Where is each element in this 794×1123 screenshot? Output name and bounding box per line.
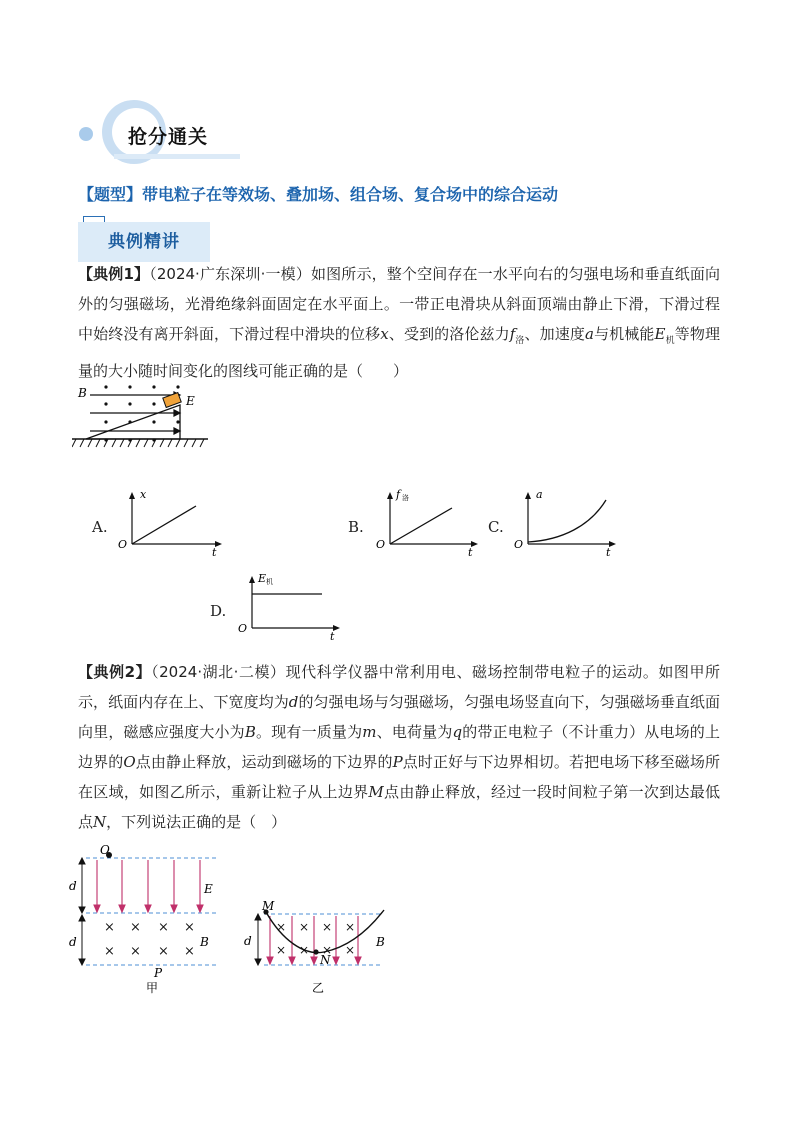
jia-label-B: B bbox=[200, 935, 209, 949]
option-d-graph[interactable] bbox=[236, 570, 346, 642]
option-b-ylabel: f bbox=[396, 488, 401, 501]
figure-jia bbox=[66, 842, 236, 1002]
cross-mark: × bbox=[276, 943, 287, 957]
option-b-ylabel-sub: 洛 bbox=[402, 494, 409, 502]
q1-text: 与机械能 bbox=[593, 325, 655, 343]
figure-yi bbox=[236, 896, 396, 1002]
q2-text: 的匀强电场与匀强磁场，匀强电场竖直向下，匀强磁场垂直纸面向里，磁感应强度大小为 bbox=[78, 693, 720, 741]
q2-text: 、电荷量为 bbox=[376, 723, 453, 741]
q1-var-f-sub: 洛 bbox=[515, 336, 525, 346]
cross-mark: × bbox=[130, 944, 141, 959]
option-b-letter[interactable]: B. bbox=[348, 518, 364, 536]
option-c-graph[interactable] bbox=[512, 486, 622, 558]
option-d-origin: O bbox=[238, 622, 248, 635]
option-d-ylabel: E bbox=[258, 572, 267, 585]
cross-mark: × bbox=[158, 920, 169, 935]
q2-text: 点由静止释放，运动到磁场的下边界的 bbox=[135, 753, 393, 771]
jia-label-P: P bbox=[154, 966, 163, 980]
option-a-curve bbox=[132, 506, 196, 544]
question-2-text bbox=[78, 657, 720, 837]
option-a-origin: O bbox=[118, 538, 128, 551]
q2-text: 。现有一质量为 bbox=[255, 723, 363, 741]
jia-label-d-top: d bbox=[69, 879, 77, 893]
incline-figure bbox=[72, 385, 212, 455]
q1-source: （2024·广东深圳·一模） bbox=[149, 265, 311, 283]
jia-label-O: O bbox=[100, 843, 110, 857]
option-d-letter[interactable]: D. bbox=[210, 602, 227, 620]
topic-heading bbox=[78, 182, 558, 205]
q2-var-q: q bbox=[452, 723, 463, 741]
q1-tag: 【典例1】 bbox=[78, 265, 150, 283]
cross-mark: × bbox=[184, 920, 195, 935]
cross-mark: × bbox=[322, 943, 333, 957]
q2-var-M: M bbox=[368, 783, 384, 801]
yi-label-M: M bbox=[262, 899, 275, 913]
q2-text: 现代科学仪器中常利用电、磁场控制带电粒子的运动。如图甲所示，纸面内存在上、下宽度均为 bbox=[78, 663, 720, 711]
topic-title: 带电粒子在等效场、叠加场、组合场、复合场中的综合运动 bbox=[142, 185, 559, 204]
yi-label-B: B bbox=[376, 935, 385, 949]
topic-tag: 【题型】 bbox=[78, 185, 143, 204]
q2-source: （2024·湖北·二模） bbox=[151, 663, 286, 681]
q1-text: 等物理量的大小随时间变化的图线可能正确的是（ ） bbox=[78, 325, 720, 380]
q2-var-P: P bbox=[392, 753, 403, 771]
cross-mark: × bbox=[299, 920, 310, 934]
cross-mark: × bbox=[184, 944, 195, 959]
option-b-origin: O bbox=[376, 538, 386, 551]
yi-caption: 乙 bbox=[312, 981, 325, 995]
option-a-letter[interactable]: A. bbox=[92, 518, 108, 536]
jia-label-d-bottom: d bbox=[69, 935, 77, 949]
q2-var-d: d bbox=[288, 693, 299, 711]
label-E: E bbox=[186, 394, 195, 408]
yi-label-N: N bbox=[320, 953, 331, 967]
cross-mark: × bbox=[345, 920, 356, 934]
option-c-origin: O bbox=[514, 538, 524, 551]
option-c-ylabel: a bbox=[536, 488, 543, 501]
cross-mark: × bbox=[130, 920, 141, 935]
q1-text: 如图所示，整个空间存在一水平向右的匀强电场和垂直纸面向外的匀强磁场，光滑绝缘斜面固定在水平面上。一带正电滑块从斜面顶端由静止下滑，下滑过程中始终没有离开斜面，下滑过程中滑块的位移 bbox=[78, 265, 721, 343]
q1-var-f: f bbox=[509, 325, 516, 343]
q2-text: ，下列说法正确的是（ ） bbox=[106, 813, 287, 831]
q2-tag: 【典例2】 bbox=[78, 663, 152, 681]
q2-var-O: O bbox=[123, 753, 136, 771]
option-b-curve bbox=[390, 508, 452, 544]
option-d-ylabel-sub: 机 bbox=[266, 578, 273, 586]
q1-var-a: a bbox=[585, 325, 594, 343]
yi-label-d: d bbox=[244, 934, 252, 948]
cross-mark: × bbox=[104, 920, 115, 935]
cross-mark: × bbox=[345, 943, 356, 957]
cross-mark: × bbox=[299, 943, 310, 957]
option-a-ylabel: x bbox=[140, 488, 147, 501]
cross-mark: × bbox=[104, 944, 115, 959]
option-d-xlabel: t bbox=[330, 630, 335, 642]
q1-var-x: x bbox=[380, 325, 389, 343]
q1-var-E-sub: 机 bbox=[665, 336, 675, 346]
q2-text: 点时正好与下边界相切。若把电场下移至磁场所在区域，如图乙所示，重新让粒子从上边界 bbox=[78, 753, 720, 801]
q2-var-B: B bbox=[244, 723, 256, 741]
q1-var-E: E bbox=[654, 325, 666, 343]
option-c-letter[interactable]: C. bbox=[488, 518, 504, 536]
q1-text: 、受到的洛伦兹力 bbox=[388, 325, 510, 343]
cross-mark: × bbox=[276, 920, 287, 934]
option-b-graph[interactable] bbox=[374, 486, 484, 558]
cross-mark: × bbox=[322, 920, 333, 934]
q2-var-m: m bbox=[362, 723, 377, 741]
option-a-graph[interactable] bbox=[116, 486, 226, 558]
option-b-xlabel: t bbox=[468, 546, 473, 558]
option-c-xlabel: t bbox=[606, 546, 611, 558]
jia-label-E: E bbox=[204, 882, 213, 896]
q2-text: 点由静止释放，经过一段时间粒子第一次到达最低点 bbox=[78, 783, 720, 831]
option-a-xlabel: t bbox=[212, 546, 217, 558]
q2-text: 的带正电粒子（不计重力）从电场的上边界的 bbox=[78, 723, 720, 771]
q2-var-N: N bbox=[93, 813, 107, 831]
question-1-text bbox=[78, 259, 720, 386]
section-label: 典例精讲 bbox=[78, 222, 210, 262]
label-B: B bbox=[78, 386, 87, 400]
q1-text: 、加速度 bbox=[524, 325, 585, 343]
option-c-curve bbox=[528, 500, 606, 542]
banner-title: 抢分通关 bbox=[128, 126, 209, 148]
jia-caption: 甲 bbox=[146, 981, 159, 995]
cross-mark: × bbox=[158, 944, 169, 959]
